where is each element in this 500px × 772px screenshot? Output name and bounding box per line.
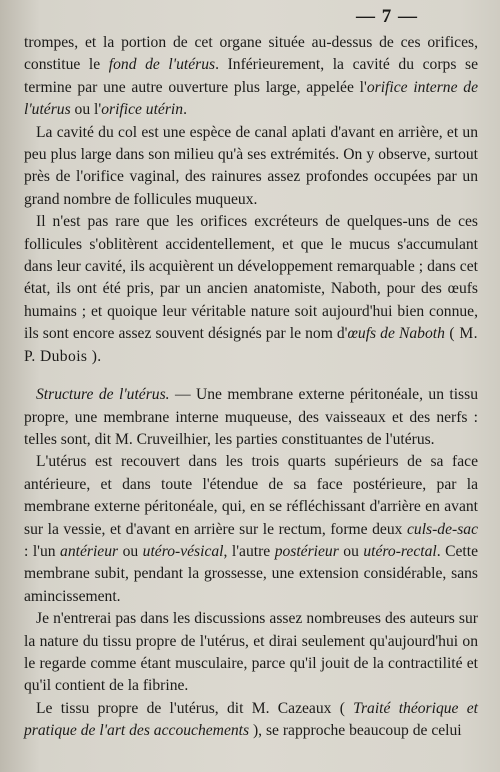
page-number: — 7 — bbox=[356, 6, 418, 27]
paragraph-3 bbox=[24, 211, 478, 368]
paragraph-5 bbox=[24, 451, 478, 608]
p5-italic-posterieur: postérieur bbox=[274, 542, 339, 560]
section-heading-structure: Structure de l'utérus. bbox=[36, 386, 170, 404]
p7-italic-traite: Traité théorique et pratique de l'art des accouchements bbox=[24, 699, 478, 740]
p5-text-g: , l'autre bbox=[223, 542, 275, 560]
p5-italic-utero-vesical: utéro-vésical bbox=[142, 542, 224, 560]
p3-text-a: Il n'est pas rare que les orifices excréteurs de quelques-uns de ces follicules s'oblitèrent accidentellement, et que le mucus s'accumulant dans leur cavité, ils acquièrent un développement remarquable ; dans cet état, ils ont été pris, par un ancien anatomiste, Naboth, pour des œufs humains ; et quoique leur véritable nature soit aujourd'hui bien connue, ils sont encore assez souvent désignés par le nom d' bbox=[24, 213, 478, 343]
p5-text-k: . Cette membrane subit, pendant la grossesse, une extension considérable, sans amincissement. bbox=[24, 542, 478, 605]
p1-text-g: . bbox=[183, 101, 187, 119]
p3-text-c: ( M. P. Dubois ). bbox=[24, 325, 478, 365]
p7-text-c: ), se rapproche beaucoup de celui bbox=[249, 722, 462, 740]
p5-italic-anterieur: antérieur bbox=[60, 542, 119, 560]
p1-text-e: ou l' bbox=[70, 101, 102, 119]
p1-italic-orifice-interne: orifice interne de l'utérus bbox=[24, 78, 479, 119]
p5-text-c: : l'un bbox=[24, 542, 61, 560]
p1-italic-orifice-uterin: orifice utérin bbox=[101, 101, 184, 119]
p5-italic-culs-de-sac: culs-de-sac bbox=[406, 520, 478, 538]
p3-italic-oeufs: œufs de Naboth bbox=[347, 325, 445, 343]
p5-text-i: ou bbox=[338, 542, 364, 560]
p4-text-b: — Une membrane externe péritonéale, un tissu propre, une membrane interne muqueuse, des vaisseaux et des nerfs : telles sont, dit M. Cruveilhier, les parties constituantes de l'utérus. bbox=[24, 386, 478, 448]
p1-text-a: trompes, et la portion de cet organe située au-dessus de ces orifices, constitue le bbox=[24, 34, 478, 74]
p5-text-e: ou bbox=[118, 542, 143, 560]
paragraph-2: La cavité du col est une espèce de canal aplati d'avant en arrière, et un peu plus large dans son milieu qu'à ses extrémités. On y observe, surtout près de l'orifice vaginal, des rainures assez profondes occupées par un grand nombre de follicules muqueux. bbox=[24, 123, 478, 208]
paragraph-6: Je n'entrerai pas dans les discussions assez nombreuses des auteurs sur la nature du tissu propre de l'utérus, et dirai seulement qu'aujourd'hui on le regarde comme étant musculaire, parce qu'il jouit de la contractilité et qu'il contient de la fibrine. bbox=[24, 610, 478, 695]
p5-text-a: L'utérus est recouvert dans les trois quarts supérieurs de sa face antérieure, et dans toute l'étendue de sa face postérieure, par la membrane externe péritonéale, qui, en se réfléchissant d'arrière en avant sur la vessie, et d'avant en arrière sur le rectum, forme deux bbox=[24, 453, 478, 538]
p7-text-a: Le tissu propre de l'utérus, dit M. Cazeaux ( bbox=[36, 699, 354, 717]
paragraph-7 bbox=[24, 698, 478, 743]
paragraph-4 bbox=[24, 384, 478, 451]
paragraph-1 bbox=[24, 32, 478, 122]
p1-text-c: . Inférieurement, la cavité du corps se termine par une autre ouverture plus large, appelée l' bbox=[24, 56, 478, 96]
p1-italic-fond: fond de l'utérus bbox=[108, 56, 216, 74]
p5-italic-utero-rectal: utéro-rectal bbox=[363, 542, 437, 560]
